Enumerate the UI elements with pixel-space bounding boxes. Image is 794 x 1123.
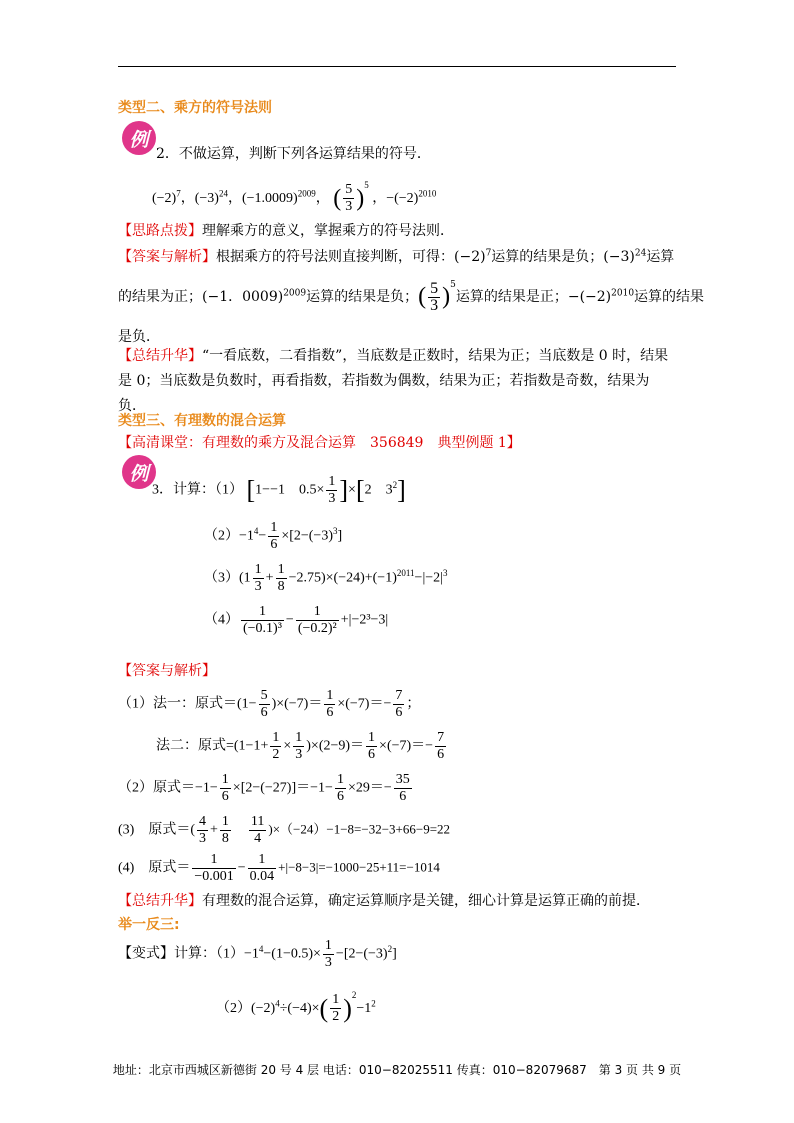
expr4: ，−(−2) bbox=[372, 191, 419, 206]
answer-tag-3: 【答案与解析】 bbox=[118, 663, 216, 679]
v1-f-den: 3 bbox=[324, 955, 332, 970]
q3-b: + bbox=[265, 570, 274, 586]
v2-label: （2） bbox=[216, 1001, 251, 1016]
q2-d: ] bbox=[337, 528, 343, 544]
a4-f1-den: −0.001 bbox=[194, 869, 234, 884]
a3-f1-num: 4 bbox=[199, 814, 206, 829]
v1-c: −[2−(−3) bbox=[335, 946, 388, 962]
q3-f1-num: 1 bbox=[254, 562, 262, 577]
v2-frac bbox=[330, 992, 341, 1025]
a1m2-frac2 bbox=[293, 730, 304, 763]
q1-b: × bbox=[348, 482, 356, 498]
v2-f-num: 1 bbox=[332, 992, 340, 1008]
a3-f2-den: 8 bbox=[221, 831, 229, 846]
answer-line2-d: 运算的结果 bbox=[634, 289, 705, 305]
a2-f1-den: 6 bbox=[221, 789, 229, 804]
a1m2-f4-den: 6 bbox=[437, 747, 445, 762]
a2-b: ×[2−(−27)]＝−1− bbox=[232, 780, 333, 796]
a1-f1-den: 6 bbox=[260, 705, 268, 720]
a2-line bbox=[118, 772, 414, 805]
a1-frac3 bbox=[393, 688, 404, 721]
a1-d: ； bbox=[406, 696, 421, 712]
v2-f-den: 2 bbox=[332, 1009, 340, 1025]
answer-line-3: 是负． bbox=[118, 329, 160, 345]
a4-c: +|−8−3|=−1000−25+11=−1014 bbox=[278, 859, 440, 875]
v1-a-exp: 4 bbox=[258, 944, 264, 955]
q1-c-exp: 2 bbox=[392, 480, 398, 491]
a3-f2-num: 1 bbox=[221, 814, 229, 829]
a3-frac1 bbox=[197, 814, 208, 847]
hint-text: 理解乘方的意义，掌握乘方的符号法则． bbox=[202, 223, 454, 239]
variant-label: 计算： bbox=[174, 946, 216, 962]
summary-text-2: “一看底数，二看指数”，当底数是正数时，结果为正；当底数是 0 时，结果是 0；当底数是负数时，再看指数，若指数为偶数，结果为正；若指数是奇数，结果为负． bbox=[118, 348, 669, 414]
a3-label: (3) 原式＝( bbox=[118, 822, 195, 838]
v2-f-exp: 2 bbox=[351, 990, 357, 1000]
a3-frac2 bbox=[220, 814, 231, 847]
answer-frac-exp: 5 bbox=[450, 280, 456, 290]
question-3-label: 3．计算： bbox=[152, 482, 215, 498]
q2-frac-num: 1 bbox=[270, 520, 278, 535]
a1-c: ×(−7)＝− bbox=[337, 696, 392, 712]
answer-p3: 运算 bbox=[646, 249, 675, 265]
a4-b: − bbox=[237, 860, 246, 876]
answer-line-1 bbox=[118, 246, 674, 266]
summary-2 bbox=[118, 344, 676, 419]
answer-p1: 根据乘方的符号法则直接判断，可得：(−2) bbox=[216, 249, 486, 265]
q4-frac2 bbox=[296, 604, 339, 637]
a1m2-f1-num: 1 bbox=[272, 730, 280, 745]
answer-e3: 2009 bbox=[283, 288, 307, 299]
a2-f1-num: 1 bbox=[221, 772, 229, 787]
q4-frac1 bbox=[241, 604, 284, 637]
answer-line2-a: 的结果为正；(−1．0009) bbox=[118, 289, 284, 305]
q4-c: +|−2³−3| bbox=[340, 612, 389, 628]
a3-d: )×（−24）−1−8=−32−3+66−9=22 bbox=[268, 821, 451, 837]
a1m2-c: )×(2−9)＝ bbox=[306, 738, 365, 754]
a2-f3-den: 6 bbox=[399, 789, 407, 804]
frac-exp: 5 bbox=[364, 180, 369, 190]
example-badge-3: 例 bbox=[122, 455, 156, 489]
a2-frac2 bbox=[335, 772, 346, 805]
q4-f2-num: 1 bbox=[296, 604, 339, 621]
a2-c: ×29＝− bbox=[347, 780, 392, 796]
a1m2-f4-num: 7 bbox=[437, 730, 445, 745]
answer-line-2: 的结果为正；(−1．0009)$^{2009}$运算的结果是负；( $\frac{5}{3}$ )$^5$运算的结果是正；$-(-2)^{2010}$运算的结果 bbox=[118, 279, 705, 314]
a3-frac3 bbox=[249, 814, 266, 847]
q3-d-exp: 3 bbox=[442, 568, 448, 579]
exp4: 2010 bbox=[418, 188, 437, 199]
v1-d: ] bbox=[392, 946, 397, 962]
q1-label: （1） bbox=[215, 482, 243, 498]
a2-f2-num: 1 bbox=[336, 772, 344, 787]
hint-line bbox=[118, 220, 454, 240]
q2-frac-den: 6 bbox=[270, 537, 278, 552]
answer-fraction bbox=[428, 281, 440, 314]
a4-frac2 bbox=[248, 852, 277, 885]
q3-a: (1 bbox=[239, 570, 251, 586]
class-link[interactable]: 【高清课堂：有理数的乘方及混合运算 356849 典型例题 1】 bbox=[118, 435, 521, 451]
summary-tag-3: 【总结升华】 bbox=[118, 893, 202, 909]
a3-f3-num: 11 bbox=[250, 814, 265, 829]
a1-f2-den: 6 bbox=[326, 705, 334, 720]
v2-a-exp: 4 bbox=[275, 998, 280, 1009]
a1m2-line bbox=[156, 730, 448, 763]
answer-e4: 2010 bbox=[611, 288, 635, 299]
q1-frac bbox=[326, 474, 337, 507]
a1-frac1 bbox=[259, 688, 270, 721]
expr1: (−2) bbox=[152, 191, 177, 206]
a1m2-b: × bbox=[283, 738, 292, 754]
q2-b: − bbox=[258, 528, 267, 544]
a1m2-frac1 bbox=[270, 730, 281, 763]
exp2: 24 bbox=[218, 188, 228, 199]
q3-f2-den: 8 bbox=[277, 579, 285, 594]
q2-line bbox=[204, 520, 342, 553]
q4-b: − bbox=[285, 612, 294, 628]
answer-line2-c: 运算的结果是正；−(−2) bbox=[455, 289, 612, 305]
summary-3 bbox=[118, 890, 650, 910]
q2-c-exp: 3 bbox=[333, 526, 338, 537]
a2-label: （2）原式＝−1− bbox=[118, 780, 218, 796]
v1-f-num: 1 bbox=[324, 938, 332, 953]
fraction-5-3 bbox=[343, 182, 354, 215]
v1-frac bbox=[323, 938, 334, 971]
v2-a: (−2) bbox=[251, 1001, 276, 1016]
a1m2-frac4 bbox=[435, 730, 446, 763]
q1-c: 2 3 bbox=[364, 482, 393, 498]
q3-c: −2.75)×(−24)+(−1) bbox=[288, 570, 397, 586]
a1m2-f2-num: 1 bbox=[295, 730, 303, 745]
v1-label: （1） bbox=[216, 946, 244, 962]
q4-f2-den: (−0.2)² bbox=[297, 621, 337, 636]
practice-heading: 举一反三: bbox=[118, 917, 180, 933]
a4-f1-num: 1 bbox=[192, 852, 235, 869]
v1-c-exp: 2 bbox=[387, 944, 393, 955]
variant-tag: 【变式】 bbox=[118, 945, 174, 962]
expr2: ，(−3) bbox=[180, 191, 219, 206]
q4-label: （4） bbox=[204, 612, 239, 628]
a1m2-d: ×(−7)＝− bbox=[379, 738, 434, 754]
q1-a: 1−−1 0.5× bbox=[255, 482, 325, 498]
a1-f3-num: 7 bbox=[395, 688, 403, 703]
a1-f1-num: 5 bbox=[260, 688, 268, 703]
q3-f2-num: 1 bbox=[277, 562, 285, 577]
a1m2-label: 法二：原式=(1−1+ bbox=[156, 738, 269, 754]
a1m2-f3-den: 6 bbox=[368, 747, 376, 762]
q3-c-exp: 2011 bbox=[396, 568, 415, 579]
header-rule bbox=[118, 66, 676, 67]
exp3: 2009 bbox=[297, 188, 316, 199]
expression-list: $(-2)^7$，$(-3)^{24}$，$(-1.0009)^{2009}$， ( $\frac{5}{3}$ )$^5$ ，$-(-2)^{2010}$ bbox=[152, 180, 437, 215]
paren-close: ) bbox=[356, 185, 365, 212]
v2-c-exp: 2 bbox=[371, 998, 376, 1009]
q3-line bbox=[204, 562, 447, 595]
v1-b: −(1−0.5)× bbox=[263, 946, 321, 962]
q1-frac-den: 3 bbox=[328, 491, 336, 506]
frac-den: 3 bbox=[345, 199, 353, 215]
section-heading-3: 类型三、有理数的混合运算 bbox=[118, 413, 286, 429]
a4-f2-num: 1 bbox=[248, 852, 277, 869]
answer-e2: 24 bbox=[634, 248, 647, 259]
q3-frac2 bbox=[276, 562, 287, 595]
v2-c: −1 bbox=[356, 1001, 372, 1016]
q2-frac bbox=[268, 520, 279, 553]
summary-tag-2: 【总结升华】 bbox=[118, 348, 202, 364]
q2-label: （2） bbox=[204, 528, 239, 544]
q3-label: （3） bbox=[204, 570, 239, 586]
a1-b: )×(−7)＝ bbox=[271, 696, 323, 712]
q2-a-exp: 4 bbox=[253, 526, 259, 537]
a1m2-frac3 bbox=[366, 730, 377, 763]
example-badge: 例 bbox=[122, 121, 156, 155]
a1m2-f2-den: 3 bbox=[295, 747, 303, 762]
frac-num: 5 bbox=[345, 182, 353, 198]
summary-text-3: 有理数的混合运算，确定运算顺序是关键，细心计算是运算正确的前提． bbox=[202, 893, 650, 909]
answer-frac-den: 3 bbox=[430, 296, 439, 314]
v1-a: −1 bbox=[244, 946, 259, 962]
a3-f3-den: 4 bbox=[254, 831, 262, 846]
a1-f3-den: 6 bbox=[395, 705, 403, 720]
page-footer: 地址：北京市西城区新德街 20 号 4 层 电话：010−82025511 传真：010−82079687 第 3 页 共 9 页 bbox=[112, 1063, 682, 1077]
q3-d: −|−2| bbox=[414, 570, 443, 586]
a3-c bbox=[233, 823, 247, 838]
a4-line bbox=[118, 852, 440, 885]
a3-f1-den: 3 bbox=[199, 831, 206, 846]
a3-b: + bbox=[210, 822, 218, 838]
a3-line bbox=[118, 814, 450, 847]
answer-frac-num: 5 bbox=[430, 279, 439, 297]
a1m2-f1-den: 2 bbox=[272, 747, 280, 762]
a2-frac1 bbox=[220, 772, 231, 805]
answer-tag: 【答案与解析】 bbox=[118, 249, 216, 265]
expr3: ，(−1.0009) bbox=[227, 191, 298, 206]
section-heading-2: 类型二、乘方的符号法则 bbox=[118, 100, 272, 116]
q4-f1-den: (−0.1)³ bbox=[243, 621, 282, 636]
answer-line2-b: 运算的结果是负； bbox=[306, 289, 419, 305]
question-2: 2．不做运算，判断下列各运算结果的符号． bbox=[156, 146, 431, 162]
q2-c: ×[2−(−3) bbox=[281, 528, 333, 544]
hint-tag: 【思路点拨】 bbox=[118, 223, 202, 239]
a4-f2-den: 0.04 bbox=[249, 869, 275, 884]
a2-frac3 bbox=[394, 772, 412, 805]
a2-f3-num: 35 bbox=[395, 772, 410, 787]
variant-1-line bbox=[118, 938, 397, 971]
a1-f2-num: 1 bbox=[326, 688, 334, 703]
variant-2-line: $(2)(-2)^4\div(-4)\times$( $\frac{1}{2}$ )$^2-1^2$ bbox=[216, 990, 376, 1025]
v2-b: ÷(−4)× bbox=[279, 1001, 320, 1016]
a1-line bbox=[118, 688, 420, 721]
a1-label: （1）法一：原式＝(1− bbox=[118, 696, 257, 712]
q2-a: −1 bbox=[239, 528, 254, 544]
q4-f1-num: 1 bbox=[241, 604, 284, 621]
a1m2-f3-num: 1 bbox=[368, 730, 376, 745]
exp1: 7 bbox=[176, 188, 181, 199]
q3-f1-den: 3 bbox=[254, 579, 262, 594]
answer-p2: 运算的结果是负；(−3) bbox=[491, 249, 635, 265]
q3-frac1 bbox=[253, 562, 264, 595]
q1-line: 3．计算：（1） [1−−1 0.5× $\frac{1}{3}$ ]×[2 $3^2$] bbox=[152, 474, 406, 506]
a1-frac2 bbox=[324, 688, 335, 721]
a4-label: (4) 原式＝ bbox=[118, 860, 191, 876]
q1-frac-num: 1 bbox=[328, 474, 336, 489]
paren-open: ( bbox=[333, 185, 342, 212]
a2-f2-den: 6 bbox=[336, 789, 344, 804]
answer-e1: 7 bbox=[485, 248, 492, 259]
q4-line bbox=[204, 604, 388, 637]
a4-frac1 bbox=[192, 852, 235, 885]
